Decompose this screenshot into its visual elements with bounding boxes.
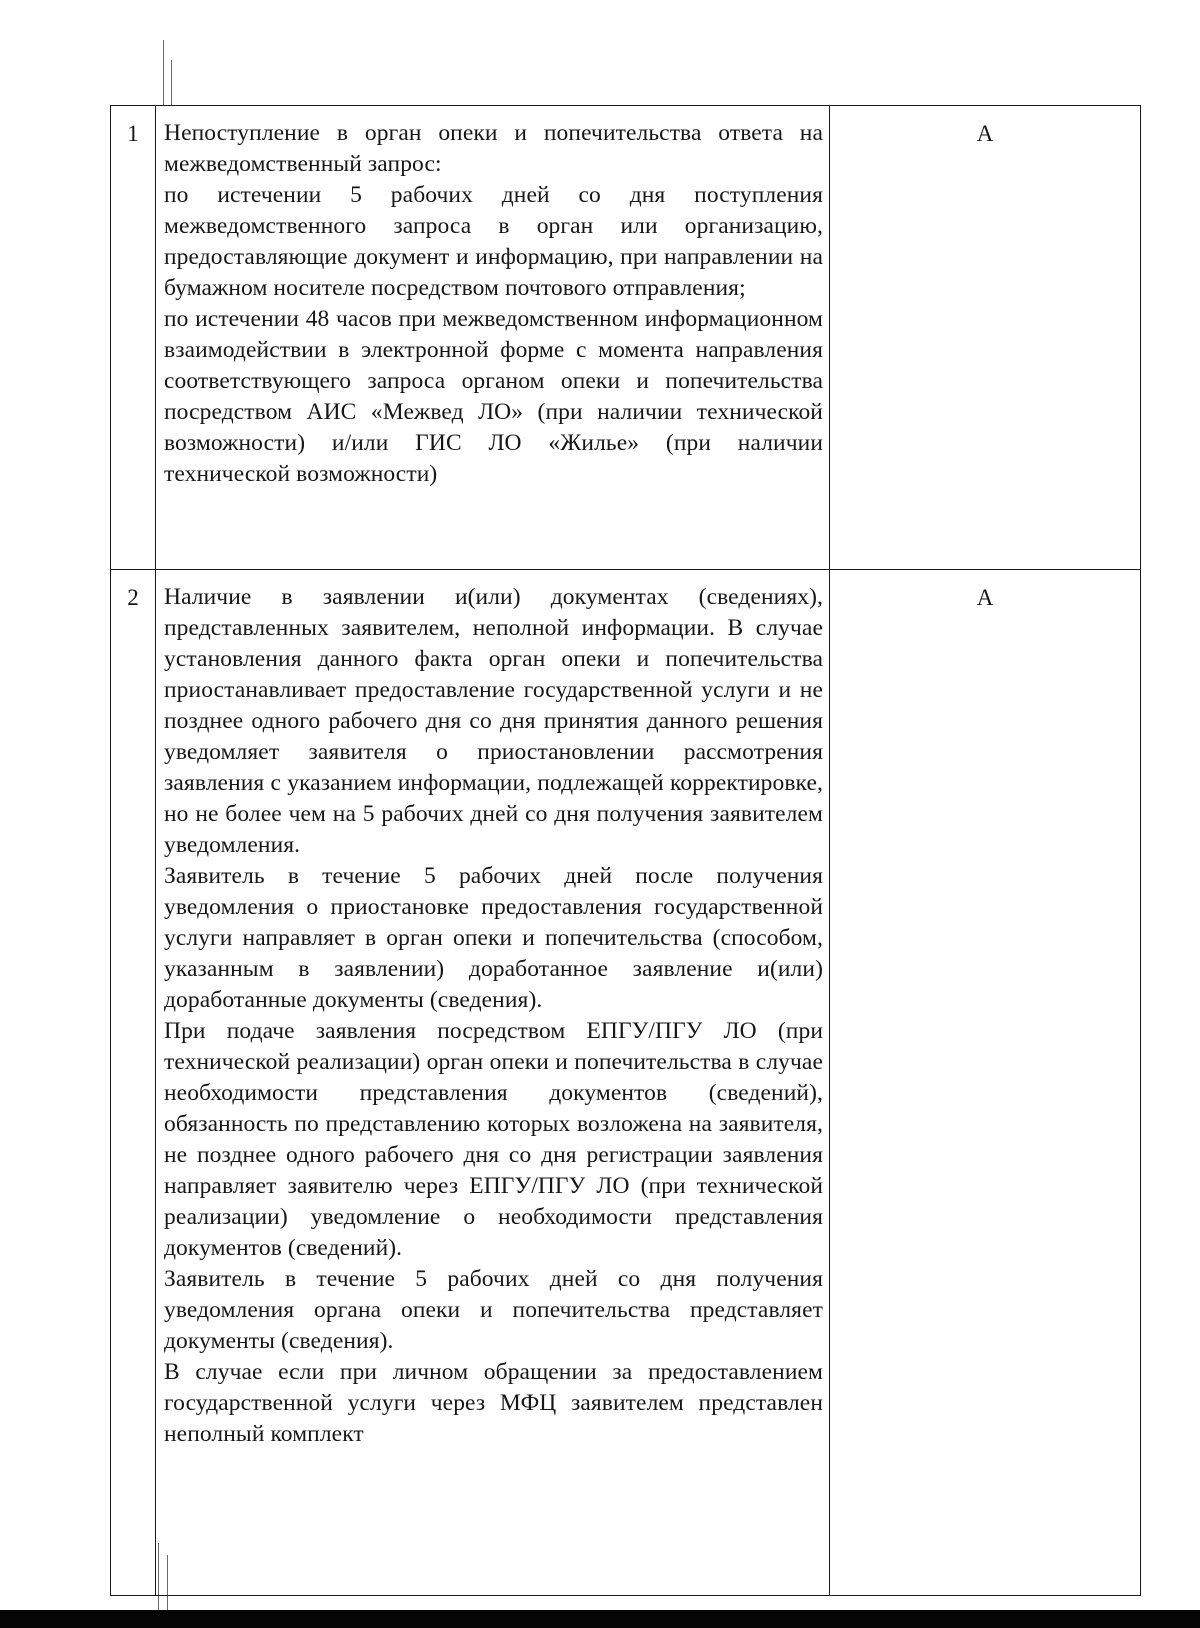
row-number: 2 — [127, 585, 139, 610]
paragraph: Заявитель в течение 5 рабочих дней после получения уведомления о приостановке предоставления государственной услуги направляет в орган опеки и попечительства (способом, указанным в заявлении) доработанное заявление и(или) доработанные документы (сведения). — [164, 863, 823, 1013]
code-cell — [830, 106, 1141, 570]
description-cell — [156, 106, 830, 570]
paragraph: по истечении 48 часов при межведомственном информационном взаимодействии в электронной форме с момента направления соответствующего запроса органом опеки и попечительства посредством АИС «Межвед ЛО» (при наличии технической возможности) и/или ГИС ЛО «Жилье» (при наличии технической возможности) — [164, 306, 823, 487]
paragraph: Непоступление в орган опеки и попечительства ответа на межведомственный запрос: — [164, 120, 823, 177]
row-number-cell — [111, 570, 156, 1596]
paragraph: При подаче заявления посредством ЕПГУ/ПГУ ЛО (при технической реализации) орган опеки и попечительства в случае необходимости представления документов (сведений), обязанность по представлению которых возложена на заявителя, не позднее одного рабочего дня со дня регистрации заявления направляет заявителю через ЕПГУ/ПГУ ЛО (при технической реализации) уведомление о необходимости представления документов (сведений). — [164, 1018, 823, 1261]
scan-edge-band — [0, 1610, 1200, 1628]
scan-artifact-line — [171, 60, 172, 105]
scan-artifact-line — [163, 40, 164, 105]
row-number-cell — [111, 106, 156, 570]
paragraph: Наличие в заявлении и(или) документах (сведениях), представленных заявителем, неполной информации. В случае установления данного факта орган опеки и попечительства приостанавливает предоставление государственной услуги и не позднее одного рабочего дня со дня принятия данного решения уведомляет заявителя о приостановлении рассмотрения заявления с указанием информации, подлежащей корректировке, но не более чем на 5 рабочих дней со дня получения заявителем уведомления. — [164, 584, 823, 858]
code-value: А — [976, 121, 994, 146]
paragraph: В случае если при личном обращении за предоставлением государственной услуги через МФЦ заявителем представлен неполный комплект — [164, 1359, 823, 1447]
row-number: 1 — [127, 121, 139, 146]
table-row — [111, 570, 1141, 1596]
description-cell — [156, 570, 830, 1596]
paragraph: Заявитель в течение 5 рабочих дней со дня получения уведомления органа опеки и попечительства представляет документы (сведения). — [164, 1266, 823, 1354]
table-row — [111, 106, 1141, 570]
document-table — [110, 105, 1141, 1596]
code-cell — [830, 570, 1141, 1596]
paragraph: по истечении 5 рабочих дней со дня поступления межведомственного запроса в орган или организацию, предоставляющие документ и информацию, при направлении на бумажном носителе посредством почтового отправления; — [164, 182, 823, 301]
code-value: А — [976, 585, 994, 610]
